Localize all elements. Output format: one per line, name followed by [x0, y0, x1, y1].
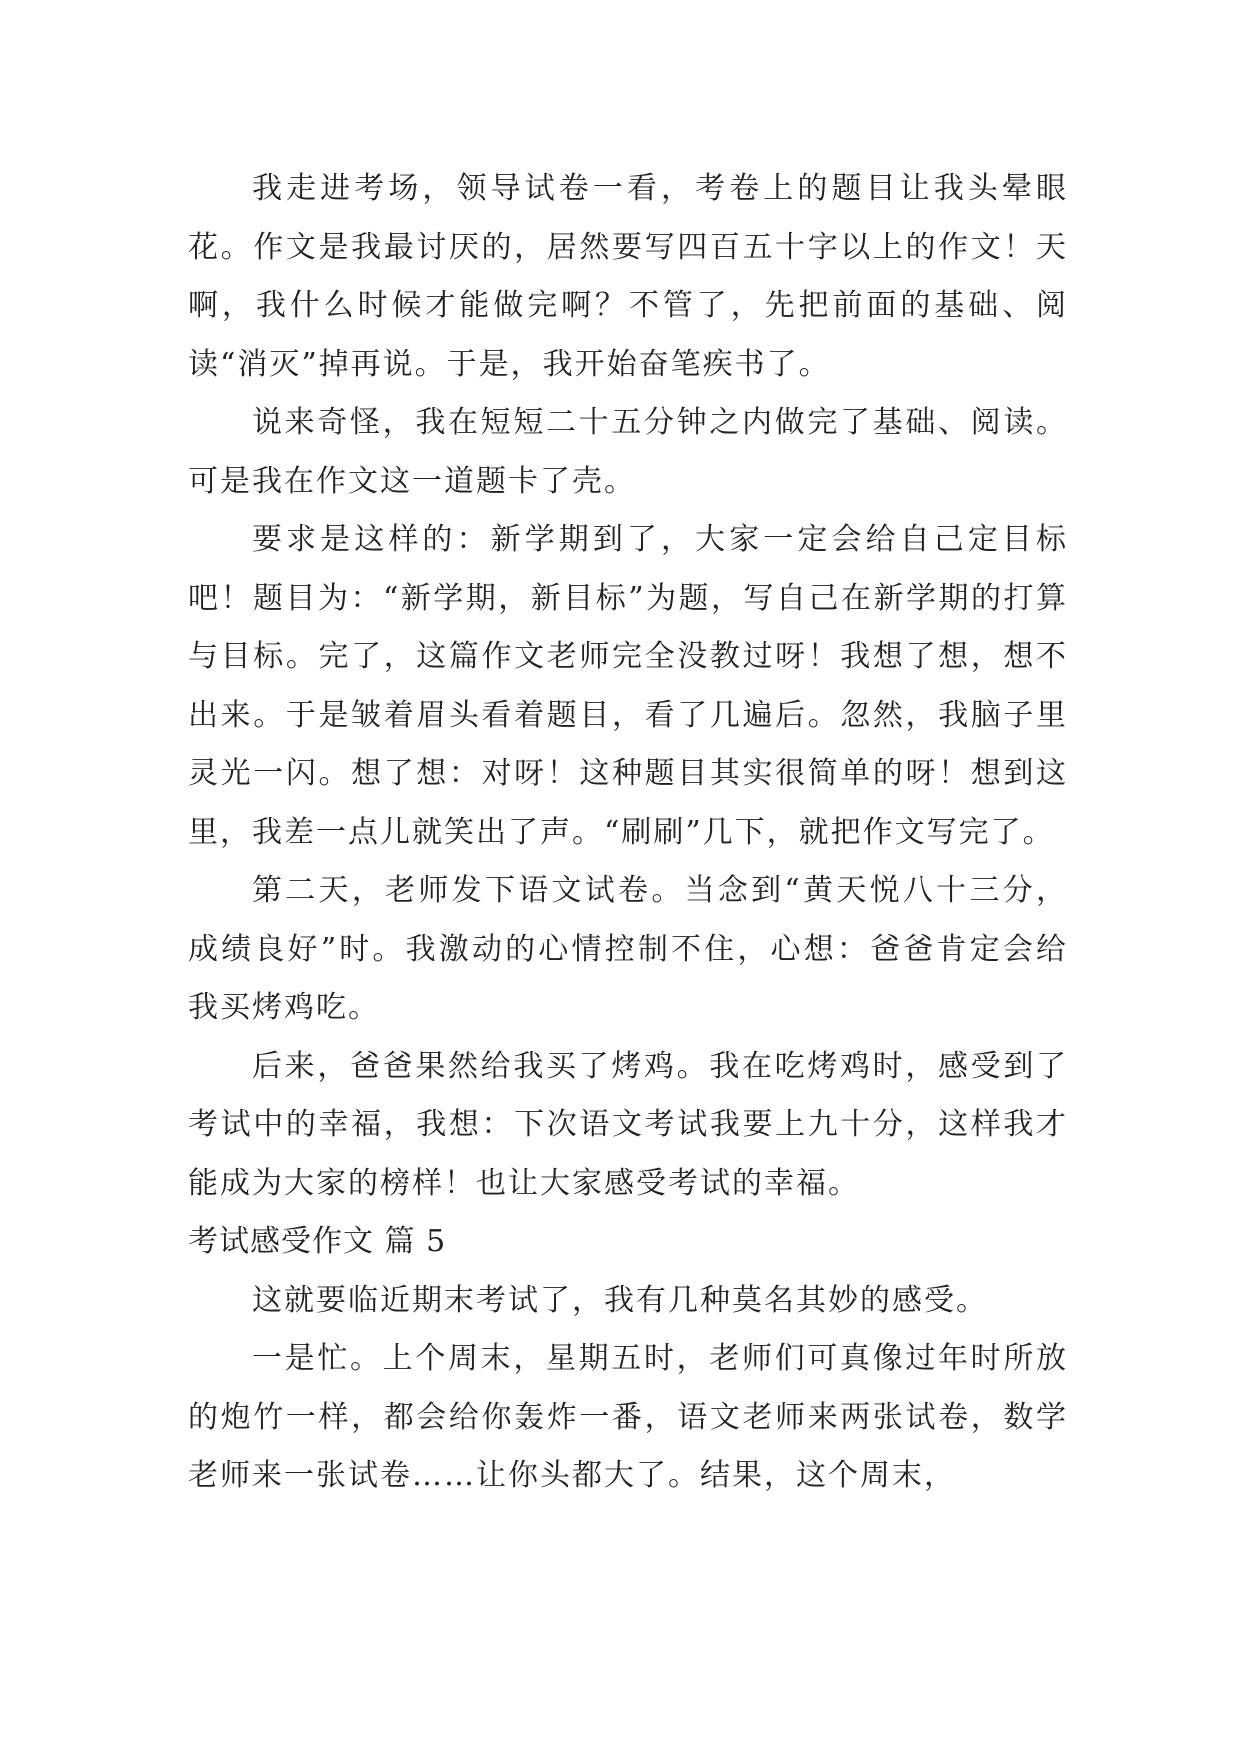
paragraph-busy: 一是忙。上个周末，星期五时，老师们可真像过年时所放的炮竹一样，都会给你轰炸一番，语文老师来两张试卷，数学老师来一张试卷……让你头都大了。结果，这个周末， [188, 1341, 1068, 1493]
paragraph-exam-start: 我走进考场，领导试卷一看，考卷上的题目让我头晕眼花。作文是我最讨厌的，居然要写四百五十字以上的作文！天啊，我什么时候才能做完啊？不管了，先把前面的基础、阅读“消灭”掉再说。于是，我开始奋笔疾书了。 [188, 171, 1068, 382]
paragraph-roast-chicken: 后来，爸爸果然给我买了烤鸡。我在吃烤鸡时，感受到了考试中的幸福，我想：下次语文考试我要上九十分，这样我才能成为大家的榜样！也让大家感受考试的幸福。 [188, 1048, 1068, 1201]
paragraph-final-exam-feelings: 这就要临近期末考试了，我有几种莫名其妙的感受。 [252, 1282, 988, 1318]
paragraph-results: 第二天，老师发下语文试卷。当念到“黄天悦八十三分，成绩良好”时。我激动的心情控制不住，心想：爸爸肯定会给我买烤鸡吃。 [188, 873, 1068, 1025]
section-heading: 考试感受作文 篇 5 [188, 1224, 447, 1259]
paragraph-essay-topic: 要求是这样的：新学期到了，大家一定会给自己定目标吧！题目为：“新学期，新目标”为题，写自己在新学期的打算与目标。完了，这篇作文老师完全没教过呀！我想了想，想不出来。于是皱着眉头看着题目，看了几遍后。忽然，我脑子里灵光一闪。想了想：对呀！这种题目其实很简单的呀！想到这里，我差一点儿就笑出了声。“刷刷”几下，就把作文写完了。 [188, 522, 1068, 850]
paragraph-finished-basics: 说来奇怪，我在短短二十五分钟之内做完了基础、阅读。可是我在作文这一道题卡了壳。 [188, 405, 1068, 499]
document-body [188, 160, 1068, 1506]
